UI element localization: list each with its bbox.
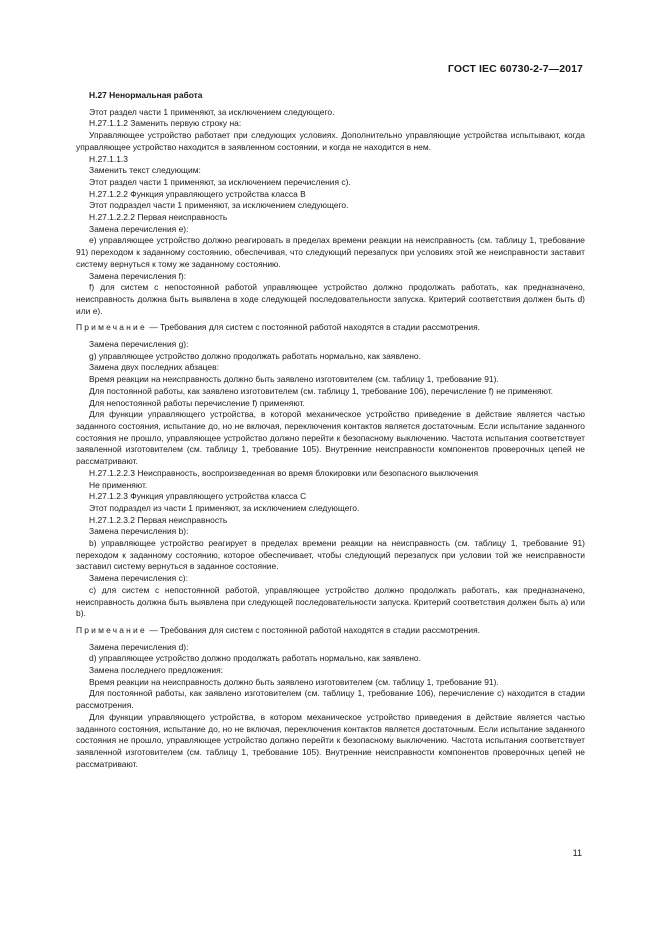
paragraph: Замена перечисления b): — [89, 526, 189, 537]
paragraph: d) управляющее устройство должно продолжать работать нормально, как заявлено. — [89, 653, 421, 664]
note-text: — Требования для систем с постоянной работой находятся в стадии рассмотрения. — [149, 624, 480, 635]
paragraph: Замена перечисления c): — [89, 573, 188, 584]
paragraph: c) для систем с непостоянной работой, управляющее устройство должно продолжать работать, как предназначено, неисправность должна быть выявлена при следующей последовательности запуска. Критерий соответствия должен быть a) или b). — [76, 584, 585, 619]
paragraph: b) управляющее устройство реагирует в пределах времени реакции на неисправность (см. таблицу 1, требование 91) переходом к заданному состоянию, которое обеспечивает, чтобы следующий перезапуск при условии той же неисправности заставил систему вернуться в заданное состояние. — [76, 538, 585, 572]
paragraph: Для непостоянной работы перечисление f) применяют. — [89, 397, 305, 408]
paragraph: Заменить текст следующим: — [89, 165, 201, 176]
paragraph: Замена последнего предложения: — [89, 665, 224, 676]
paragraph: H.27.1.2.3 Функция управляющего устройства класса C — [89, 491, 307, 502]
paragraph: Этот подраздел из части 1 применяют, за исключением следующего. — [89, 502, 360, 513]
paragraph: Для постоянной работы, как заявлено изготовителем (см. таблицу 1, требование 106), перечисление c) находится в стадии рассмотрения. — [76, 688, 585, 711]
paragraph: Замена двух последних абзацев: — [89, 362, 219, 373]
document-code: ГОСТ IEC 60730-2-7—2017 — [447, 63, 583, 75]
page-content — [76, 90, 585, 770]
paragraph: Для функции управляющего устройства, в котором механическое устройство приведения в действие является частью заданного состояния, испытание до, но не включая, переключения контактов является достаточным. Если испытание заданного состояния не прошло, управляющее устройство должно перейти к безопасному выключению. Частота испытания соответствует заявленной изготовителем (см. таблицу 1, требование 105). Внутренние неисправности компонентов проверочных цепей не рассматривают. — [76, 711, 585, 769]
note — [76, 322, 585, 334]
paragraph: Время реакции на неисправность должно быть заявлено изготовителем (см. таблицу 1, требование 91). — [89, 676, 499, 687]
paragraph: H.27.1.2.2 Функция управляющего устройства класса B — [89, 188, 306, 199]
paragraph: Не применяют. — [89, 479, 148, 490]
paragraph: Для функции управляющего устройства, в которой механическое устройство приведение в действие является частью заданного состояния, испытание до, но не включая, переключения контактов является достаточным. Если испытание заданного состояния не прошло, управляющее устройство должно перейти к безопасному выключению. Частота испытания соответствует заявленной изготовителем (см. таблицу 1, требование 105). Внутренние неисправности компонентов проверочных цепей не рассматривают. — [76, 409, 585, 467]
paragraph: e) управляющее устройство должно реагировать в пределах времени реакции на неисправность (см. таблицу 1, требование 91) переходом к заданному состоянию, обеспечивая, что следующий перезапуск при условиях этой же неисправности заставит систему вернуться к тому же заданному состоянию. — [76, 235, 585, 269]
paragraph: Замена перечисления g): — [89, 339, 189, 350]
paragraph: Этот подраздел части 1 применяют, за исключением следующего. — [89, 200, 349, 211]
note-label: Примечание — [76, 322, 147, 333]
section-title: H.27 Ненормальная работа — [89, 90, 203, 100]
paragraph: f) для систем с непостоянной работой управляющее устройство должно продолжать работать, как предназначено, неисправность должна быть выявлена в ходе следующей последовательности запуска. Критерий соответствия должен быть d) или e). — [76, 282, 585, 316]
paragraph: Для постоянной работы, как заявлено изготовителем (см. таблицу 1, требование 106), перечисление f) не применяют. — [89, 385, 554, 396]
paragraph: H.27.1.2.3.2 Первая неисправность — [89, 514, 228, 525]
paragraph: g) управляющее устройство должно продолжать работать нормально, как заявлено. — [89, 350, 421, 361]
paragraph: Замена перечисления f): — [89, 270, 187, 281]
note-text: — Требования для систем с постоянной работой находятся в стадии рассмотрения. — [149, 322, 480, 333]
paragraph: Этот раздел части 1 применяют, за исключением следующего. — [89, 106, 335, 117]
paragraph: Этот раздел части 1 применяют, за исключением перечисления c). — [89, 176, 351, 187]
paragraph: Управляющее устройство работает при следующих условиях. Дополнительно управляющие устройства испытывают, когда управляющее устройство находится в заявленном состоянии, и когда не находится в нем. — [76, 130, 585, 152]
paragraph: Замена перечисления d): — [89, 641, 189, 652]
note-label: Примечание — [76, 624, 147, 635]
paragraph: Замена перечисления e): — [89, 223, 189, 234]
paragraph: Время реакции на неисправность должно быть заявлено изготовителем (см. таблицу 1, требование 91). — [89, 374, 499, 385]
paragraph: H.27.1.2.2.2 Первая неисправность — [89, 212, 228, 223]
paragraph: H.27.1.2.2.3 Неисправность, воспроизведенная во время блокировки или безопасного выключения — [89, 467, 479, 478]
paragraph: H.27.1.1.2 Заменить первую строку на: — [89, 118, 242, 129]
page-number: 11 — [572, 848, 582, 858]
note — [76, 625, 585, 637]
paragraph: H.27.1.1.3 — [89, 153, 128, 164]
